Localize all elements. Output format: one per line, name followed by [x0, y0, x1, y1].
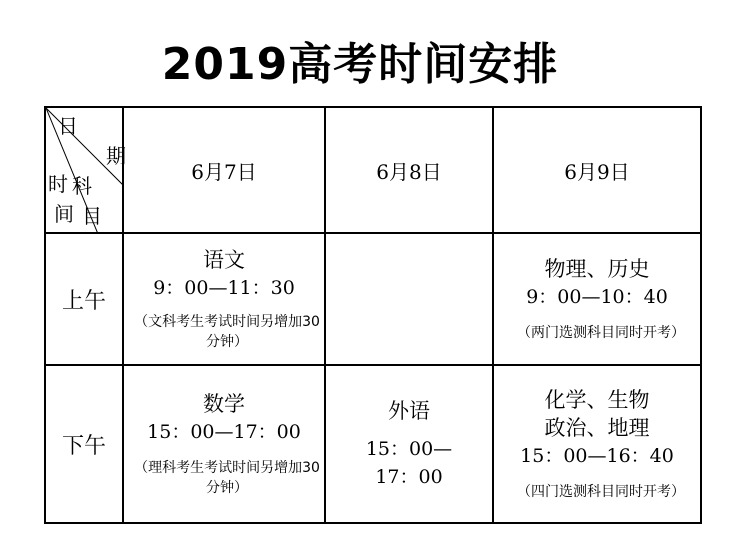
- schedule-cell: [325, 365, 493, 523]
- exam-note: （理科考生考试时间另增加30分钟）: [134, 460, 320, 496]
- subject-name: 物理、历史: [544, 257, 650, 281]
- corner-label-qi: 期: [106, 144, 126, 168]
- period-label: 下午: [45, 365, 123, 523]
- header-row: [45, 107, 701, 233]
- exam-time: 9：00—11：30: [153, 277, 295, 299]
- corner-label-ke: 科: [72, 174, 92, 198]
- exam-time: 15：00—17：00: [147, 421, 301, 443]
- exam-time: 9：00—10：40: [526, 286, 668, 308]
- corner-header-cell: [45, 107, 126, 233]
- corner-label-jian: 间: [54, 202, 74, 226]
- exam-time: 15：00—16：40: [520, 445, 674, 467]
- schedule-cell: [123, 365, 325, 523]
- afternoon-row: [45, 365, 701, 523]
- exam-time: 15：00—17：00: [365, 438, 453, 488]
- page-title: 2019高考时间安排: [161, 39, 559, 90]
- period-label: 上午: [45, 233, 123, 365]
- date-header: 6月7日: [123, 107, 325, 233]
- morning-row: [45, 233, 701, 365]
- date-header: 6月8日: [325, 107, 493, 233]
- exam-note: （文科考生考试时间另增加30分钟）: [134, 314, 320, 350]
- exam-note: （四门选测科目同时开考）: [517, 484, 685, 500]
- corner-label-mu: 目: [82, 204, 102, 228]
- subject-name: 外语: [388, 399, 430, 423]
- exam-note: （两门选测科目同时开考）: [517, 325, 685, 341]
- schedule-cell: [123, 233, 325, 365]
- date-header: 6月9日: [493, 107, 701, 233]
- corner-label-shi: 时: [48, 172, 68, 196]
- schedule-cell-empty: [325, 233, 493, 365]
- schedule-cell: [493, 365, 701, 523]
- subject-name: 数学: [203, 392, 245, 416]
- subject-name: 语文: [203, 248, 245, 272]
- schedule-cell: [493, 233, 701, 365]
- subject-name: 化学、生物 政治、地理: [544, 388, 650, 440]
- schedule-table: [44, 106, 702, 524]
- corner-label-ri: 日: [58, 114, 78, 138]
